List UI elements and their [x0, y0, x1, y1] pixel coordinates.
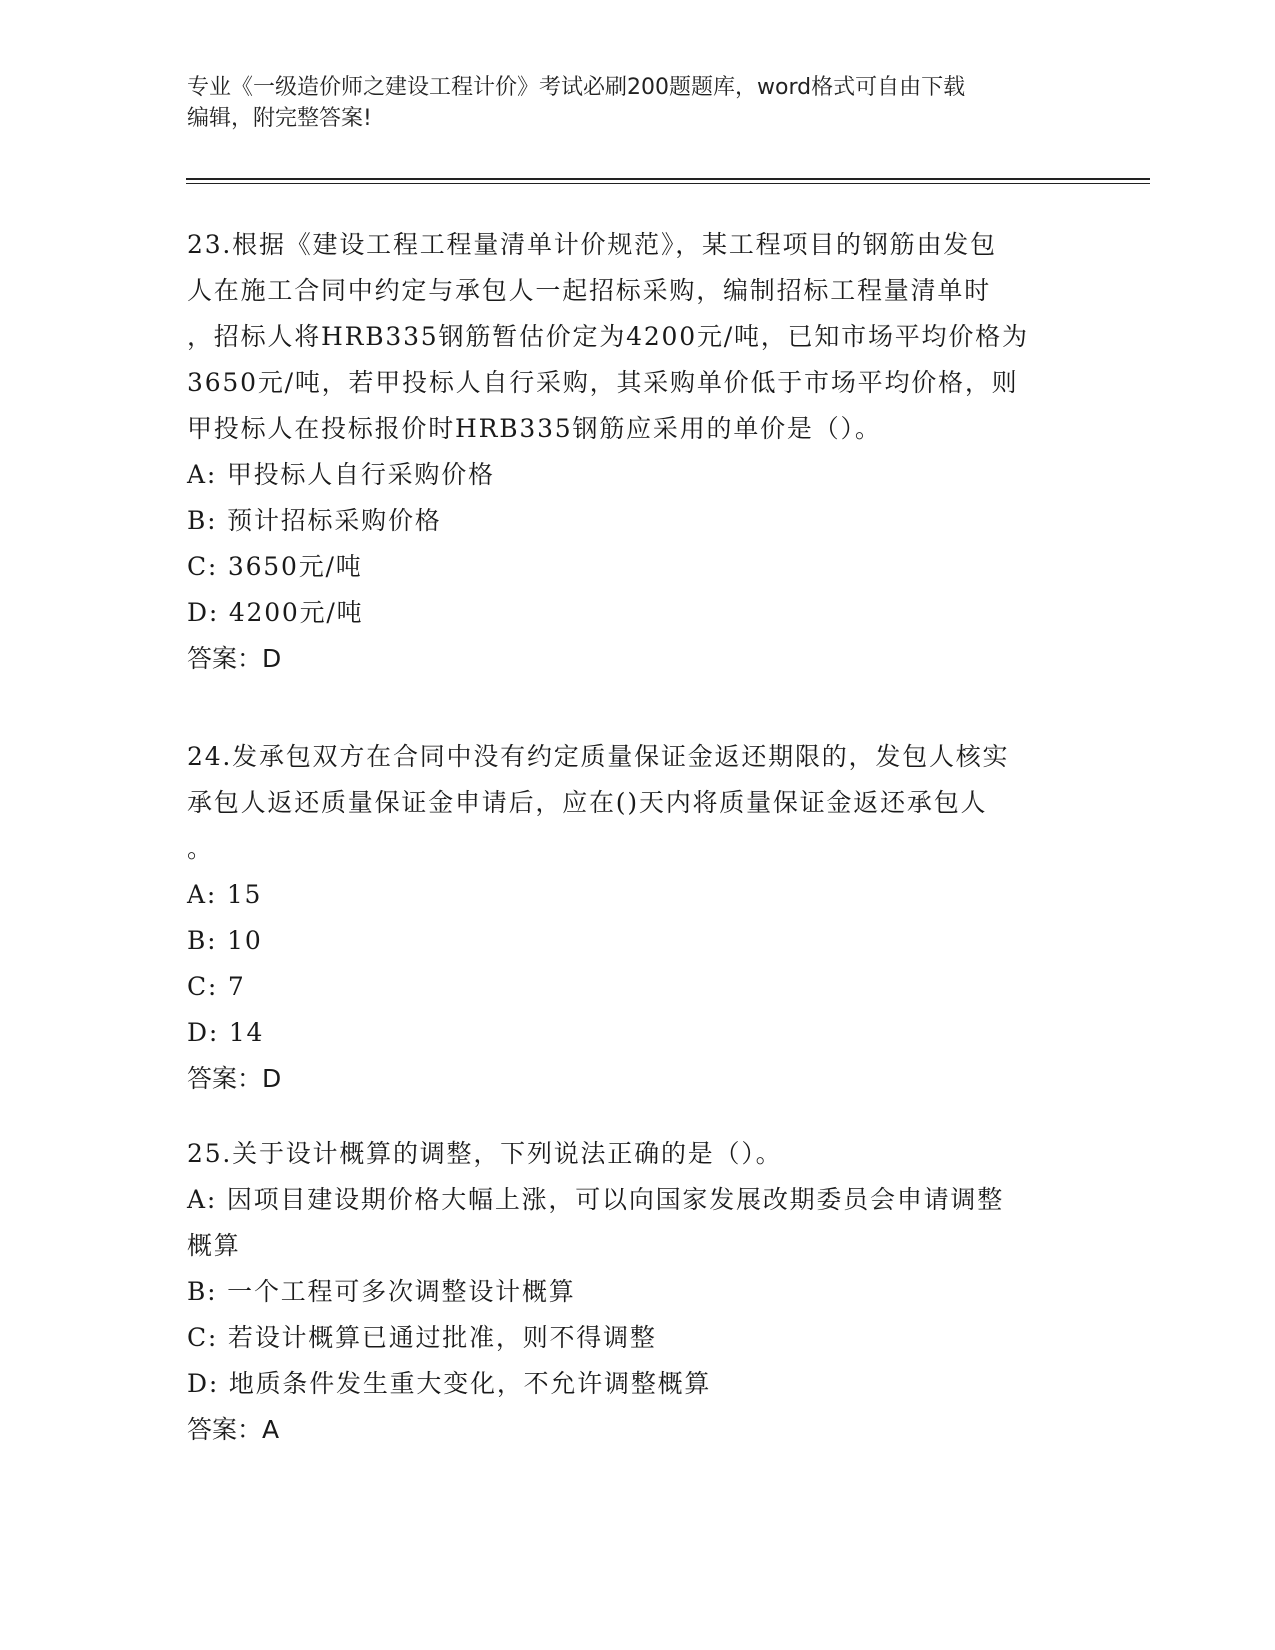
option-a: A: 甲投标人自行采购价格: [187, 460, 495, 489]
header-divider-thick: [186, 178, 1150, 180]
question-text-line: 24.发承包双方在合同中没有约定质量保证金返还期限的，发包人核实: [187, 742, 1010, 771]
answer-label: 答案：D: [187, 644, 282, 673]
header-line-1: 专业《一级造价师之建设工程计价》考试必刷200题题库，word格式可自由下载: [187, 75, 966, 100]
question-text-line: 甲投标人在投标报价时HRB335钢筋应采用的单价是（）。: [187, 414, 882, 443]
question-23: [187, 222, 1087, 682]
option-a: A: 15: [187, 880, 263, 909]
option-d: D: 地质条件发生重大变化，不允许调整概算: [187, 1369, 712, 1398]
answer-label: 答案：D: [187, 1064, 282, 1093]
question-25: [187, 1131, 1087, 1453]
option-d: D: 14: [187, 1018, 265, 1047]
question-text-line: 23.根据《建设工程工程量清单计价规范》，某工程项目的钢筋由发包: [187, 230, 997, 259]
question-text-line: ，招标人将HRB335钢筋暂估价定为4200元/吨，已知市场平均价格为: [187, 322, 1029, 351]
question-text-line: 承包人返还质量保证金申请后，应在()天内将质量保证金返还承包人: [187, 788, 988, 817]
option-a-continued: 概算: [187, 1231, 241, 1260]
option-a: A: 因项目建设期价格大幅上涨，可以向国家发展改期委员会申请调整: [187, 1185, 1005, 1214]
question-text-line: 人在施工合同中约定与承包人一起招标采购，编制招标工程量清单时: [187, 276, 992, 305]
option-d: D: 4200元/吨: [187, 598, 364, 627]
document-header: [187, 72, 1067, 134]
option-c: C: 7: [187, 972, 246, 1001]
header-line-2: 编辑，附完整答案!: [187, 106, 372, 131]
option-b: B: 10: [187, 926, 263, 955]
option-b: B: 预计招标采购价格: [187, 506, 442, 535]
option-c: C: 若设计概算已通过批准，则不得调整: [187, 1323, 657, 1352]
question-text-line: 25.关于设计概算的调整，下列说法正确的是（）。: [187, 1139, 783, 1168]
answer-label: 答案：A: [187, 1415, 280, 1444]
question-text-line: 3650元/吨，若甲投标人自行采购，其采购单价低于市场平均价格，则: [187, 368, 1019, 397]
option-c: C: 3650元/吨: [187, 552, 363, 581]
question-24: [187, 734, 1087, 1102]
option-b: B: 一个工程可多次调整设计概算: [187, 1277, 576, 1306]
header-divider-thin: [186, 183, 1150, 184]
question-text-line: 。: [187, 834, 214, 863]
